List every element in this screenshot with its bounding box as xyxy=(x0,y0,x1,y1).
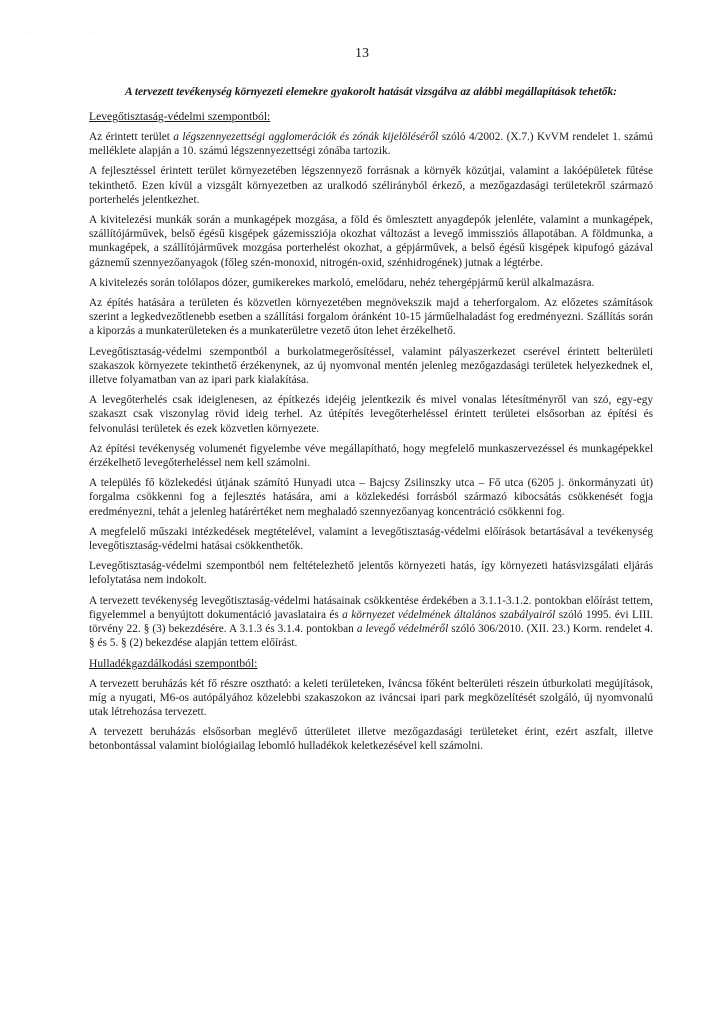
text-span: Az érintett terület xyxy=(89,131,174,143)
paragraph-air-11: Levegőtisztaság-védelmi szempontból nem feltételezhető jelentős környezeti hatás, így környezeti hatásvizsgálati eljárás lefolytatása nem indokolt. xyxy=(89,560,653,587)
italic-citation: a környezet védelmének általános szabályairól xyxy=(342,608,556,621)
paragraph-waste-1: A tervezett beruházás két fő részre osztható: a keleti területeken, Iváncsa főként belterületi részein útburkolati megújítások, míg a nyugati, M6-os autópályához közelebbi szakaszokon az iváncsai ipari park megközelítését szolgáló, új nyomvonalú utak létrehozása tervezett. xyxy=(89,677,653,718)
paragraph-air-7: A levegőterhelés csak ideiglenesen, az építkezés idejéig jelentkezik és mivel vonalas létesítményről van szó, egy-egy szakaszt csak viszonylag rövid ideig terhel. Az útépítés levegőterheléssel érintett területei elsősorban az építési és felvonulási területek és ezek közvetlen környezete. xyxy=(89,394,653,435)
section-title-waste: Hulladékgazdálkodási szempontból: xyxy=(89,656,258,670)
paragraph-air-8: Az építési tevékenység volumenét figyelembe véve megállapítható, hogy megfelelő munkaszervezéssel és munkagépekkel érzékelhető levegőterheléssel nem kell számolni. xyxy=(89,442,653,470)
italic-citation: a légszennyezettségi agglomerációk és zónák kijelöléséről xyxy=(173,131,439,143)
page-number: 13 xyxy=(355,46,369,61)
text-span: szóló 306/2010. (XII. 23.) Korm. rendelet 4. § és 5. § (2) bekezdése alapján tettem előírást. xyxy=(89,623,653,650)
paragraph-air-10: A megfelelő műszaki intézkedések megtételével, valamint a levegőtisztaság-védelmi előírások betartásával a tevékenység levegőtisztaság-védelmi hatásai csökkenthetők. xyxy=(89,525,653,553)
paragraph-air-12 xyxy=(89,594,653,651)
text-span: szóló 4/2002. (X.7.) KvVM rendelet 1. számú melléklete alapján a 10. számú légszennyezettségi zónába tartozik. xyxy=(89,131,653,158)
paragraph-air-3: A kivitelezési munkák során a munkagépek mozgása, a föld és ömlesztett anyagdepók jelenléte, valamint a munkagépek, szállítójárművek, belső égésű kisgépek gázemissziója okozhat változást a levegő immissziós állapotában. A földmunka, a munkagépek, a szállítójárművek mozgása porterhelést okozhat, a gépjárművek, a belső égésű kisgépek kipufogó gázával gáznemű szennyezőanyagok (főleg szén-monoxid, nitrogén-oxid, szénhidrogének) jutnak a légtérbe. xyxy=(89,214,653,269)
paragraph-air-6: Levegőtisztaság-védelmi szempontból a burkolatmegerősítéssel, valamint pályaszerkezet cserével érintett belterületi szakaszok környezete tekinthető érzékenynek, az új nyomvonal mentén jelenleg mezőgazdasági területek helyezkednek el, illetve folyamatban van az ipari park kialakítása. xyxy=(89,345,653,387)
scan-artifact-dots: · · xyxy=(26,30,122,36)
paragraph-air-9: A település fő közlekedési útjának számító Hunyadi utca – Bajcsy Zsilinszky utca – Fő utca (6205 j. önkormányzati út) forgalma csökkenni fog a fejlesztés hatására, ami a közlekedési forrásból származó kibocsátás csökkenését fogja eredményezni, tehát a jelenleg határértéket nem meghaladó szennyezőanyag koncentráció csökkenni fog. xyxy=(89,477,653,518)
italic-citation: a levegő védelméről xyxy=(356,623,449,636)
text-span: A tervezett tevékenység levegőtisztaság-védelmi hatásainak csökkentése érdekében a 3.1.1-3.1.2. pontokban előírást tettem, figyelemmel a benyújtott dokumentáció javaslataira és xyxy=(89,594,653,621)
paragraph-air-4: A kivitelezés során tolólapos dózer, gumikerekes markoló, emelődaru, nehéz tehergépjármű kerül alkalmazásra. xyxy=(89,276,595,289)
document-heading: A tervezett tevékenység környezeti elemekre gyakorolt hatását vizsgálva az alábbi megállapítások tehetők: xyxy=(125,86,617,98)
text-span: szóló 1995. évi LIII. törvény 22. § (3) bekezdésére. A 3.1.3 és 3.1.4. pontokban xyxy=(89,608,653,636)
paragraph-waste-2: A tervezett beruházás elsősorban meglévő útterületet illetve mezőgazdasági területeket érint, ezért aszfalt, illetve betonbontással valamint biológiailag lebomló hulladékok keletkezésével kell számolni. xyxy=(89,726,653,753)
paragraph-air-2: A fejlesztéssel érintett terület környezetében légszennyező forrásnak a környék közútjai, valamint a lakóépületek fűtése tekinthető. Ezen kívül a vizsgált környezetben az uralkodó szélirányból érkező, a mezőgazdasági területekről származó porterhelés jelentkezhet. xyxy=(89,165,653,206)
section-title-air: Levegőtisztaság-védelmi szempontból: xyxy=(89,110,271,123)
document-body xyxy=(89,85,653,760)
paragraph-air-1 xyxy=(89,130,653,158)
paragraph-air-5: Az építés hatására a területen és közvetlen környezetében megnövekszik majd a teherforgalom. Az előzetes számítások szerint a legkedvezőtlenebb esetben a szállítási forgalom óránként 10-15 járműelhaladást fog eredményezni. Szállítás során a kiporzás a munkaterületeken és a munkaterületre vezető úton lehet érzékelhető. xyxy=(89,297,653,338)
